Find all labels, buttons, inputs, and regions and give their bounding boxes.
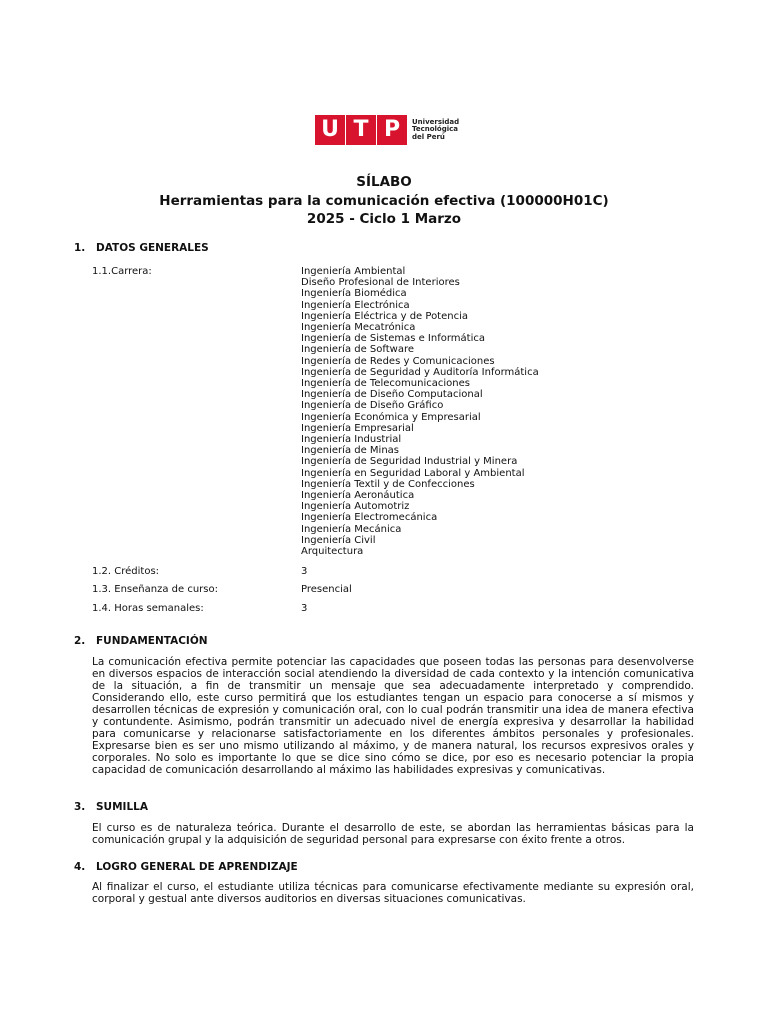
ensenanza-value: Presencial — [301, 584, 352, 595]
section-title: LOGRO GENERAL DE APRENDIZAJE — [96, 861, 298, 873]
career-item: Ingeniería de Redes y Comunicaciones — [301, 355, 495, 367]
career-item: Ingeniería Aeronáutica — [301, 490, 415, 502]
carrera-label: 1.1.Carrera: — [92, 266, 152, 277]
section-number: 2. — [74, 635, 86, 647]
career-item: Ingeniería Empresarial — [301, 422, 414, 434]
logo-letter-t: T — [346, 115, 376, 145]
logo-text — [412, 119, 459, 142]
section-number: 4. — [74, 861, 86, 873]
section-title: SUMILLA — [96, 801, 148, 813]
section-number: 1. — [74, 242, 86, 254]
section-title: DATOS GENERALES — [96, 242, 209, 254]
career-item: Ingeniería Ambiental — [301, 266, 406, 277]
career-item: Ingeniería de Telecomunicaciones — [301, 378, 470, 390]
horas-value: 3 — [301, 603, 308, 614]
career-item: Ingeniería de Seguridad y Auditoría Informática — [301, 366, 539, 378]
creditos-label: 1.2. Créditos: — [92, 566, 160, 577]
career-item: Ingeniería Automotriz — [301, 501, 410, 513]
section-title: FUNDAMENTACIÓN — [96, 635, 208, 647]
logo-text-line-1: Universidad — [412, 117, 460, 126]
section-heading-sumilla — [74, 801, 148, 813]
career-item: Ingeniería Industrial — [301, 434, 402, 446]
career-item: Ingeniería Económica y Empresarial — [301, 411, 481, 423]
career-item: Ingeniería Biomédica — [301, 288, 407, 300]
fundamentacion-paragraph: La comunicación efectiva permite potenciar las capacidades que poseen todas las personas para desenvolverse en diversos espacios de interacción social atendiendo la diversidad de cada contexto y la intención comunicativa de la situación, a fin de transmitir un mensaje que sea adecuadamente interpretado y comprendido. Considerando ello, este curso permitirá que los estudiantes tengan un espacio para conocerse a sí mismos y desarrollen técnicas de expresión y comunicación oral, con lo cual podrán transmitir una idea de manera efectiva y contundente. Asimismo, podrán transmitir un adecuado nivel de energía expresiva y desarrollar la habilidad para comunicarse y relacionarse satisfactoriamente en los diferentes ámbitos personales y profesionales. Expresarse bien es ser uno mismo utilizando al máximo, y de manera natural, los recursos expresivos orales y corporales. No solo es importante lo que se dice sino cómo se dice, por eso es necesario potenciar la propia capacidad de comunicación desarrollando al máximo las habilidades expresivas y comunicativas. — [92, 656, 694, 776]
course-title: Herramientas para la comunicación efectiva (100000H01C) — [159, 193, 609, 209]
career-item: Ingeniería de Seguridad Industrial y Minera — [301, 456, 518, 468]
career-item: Ingeniería de Diseño Computacional — [301, 389, 483, 401]
career-list — [301, 266, 539, 557]
career-item: Ingeniería de Software — [301, 344, 415, 356]
section-heading-datos-generales — [74, 242, 209, 254]
section-heading-logro — [74, 861, 298, 873]
career-item: Ingeniería Civil — [301, 534, 376, 546]
section-heading-fundamentacion — [74, 635, 208, 647]
logo-text-line-3: del Perú — [412, 132, 445, 141]
document-title: SÍLABO — [356, 174, 412, 190]
career-item: Arquitectura — [301, 546, 364, 558]
course-period: 2025 - Ciclo 1 Marzo — [306, 211, 462, 227]
career-item: Ingeniería Mecatrónica — [301, 322, 416, 334]
career-item: Ingeniería Textil y de Confecciones — [301, 478, 475, 490]
sumilla-paragraph: El curso es de naturaleza teórica. Durante el desarrollo de este, se abordan las herramientas básicas para la comunicación grupal y la adquisición de seguridad personal para expresarse con éxito frente a otros. — [92, 822, 694, 846]
logo-letter-u: U — [315, 115, 345, 145]
logo-text-line-2: Tecnológica — [412, 125, 459, 134]
ensenanza-label: 1.3. Enseñanza de curso: — [92, 584, 218, 595]
horas-label: 1.4. Horas semanales: — [92, 603, 204, 614]
creditos-value: 3 — [301, 566, 308, 577]
career-item: Ingeniería de Diseño Gráfico — [301, 400, 444, 412]
utp-logo — [315, 115, 459, 145]
career-item: Ingeniería Electromecánica — [301, 512, 438, 524]
career-item: Ingeniería Mecánica — [301, 523, 402, 535]
career-item: Ingeniería de Sistemas e Informática — [301, 333, 485, 345]
section-number: 3. — [74, 801, 86, 813]
career-item: Diseño Profesional de Interiores — [301, 277, 460, 289]
career-item: Ingeniería Eléctrica y de Potencia — [301, 310, 468, 322]
career-item: Ingeniería Electrónica — [301, 299, 410, 311]
logro-paragraph: Al finalizar el curso, el estudiante utiliza técnicas para comunicarse efectivamente mediante su expresión oral, corporal y gestual ante diversos auditorios en diversas situaciones comunicativas. — [92, 881, 694, 905]
career-item: Ingeniería en Seguridad Laboral y Ambiental — [301, 467, 525, 479]
career-item: Ingeniería de Minas — [301, 445, 400, 457]
logo-letter-p: P — [377, 115, 407, 145]
